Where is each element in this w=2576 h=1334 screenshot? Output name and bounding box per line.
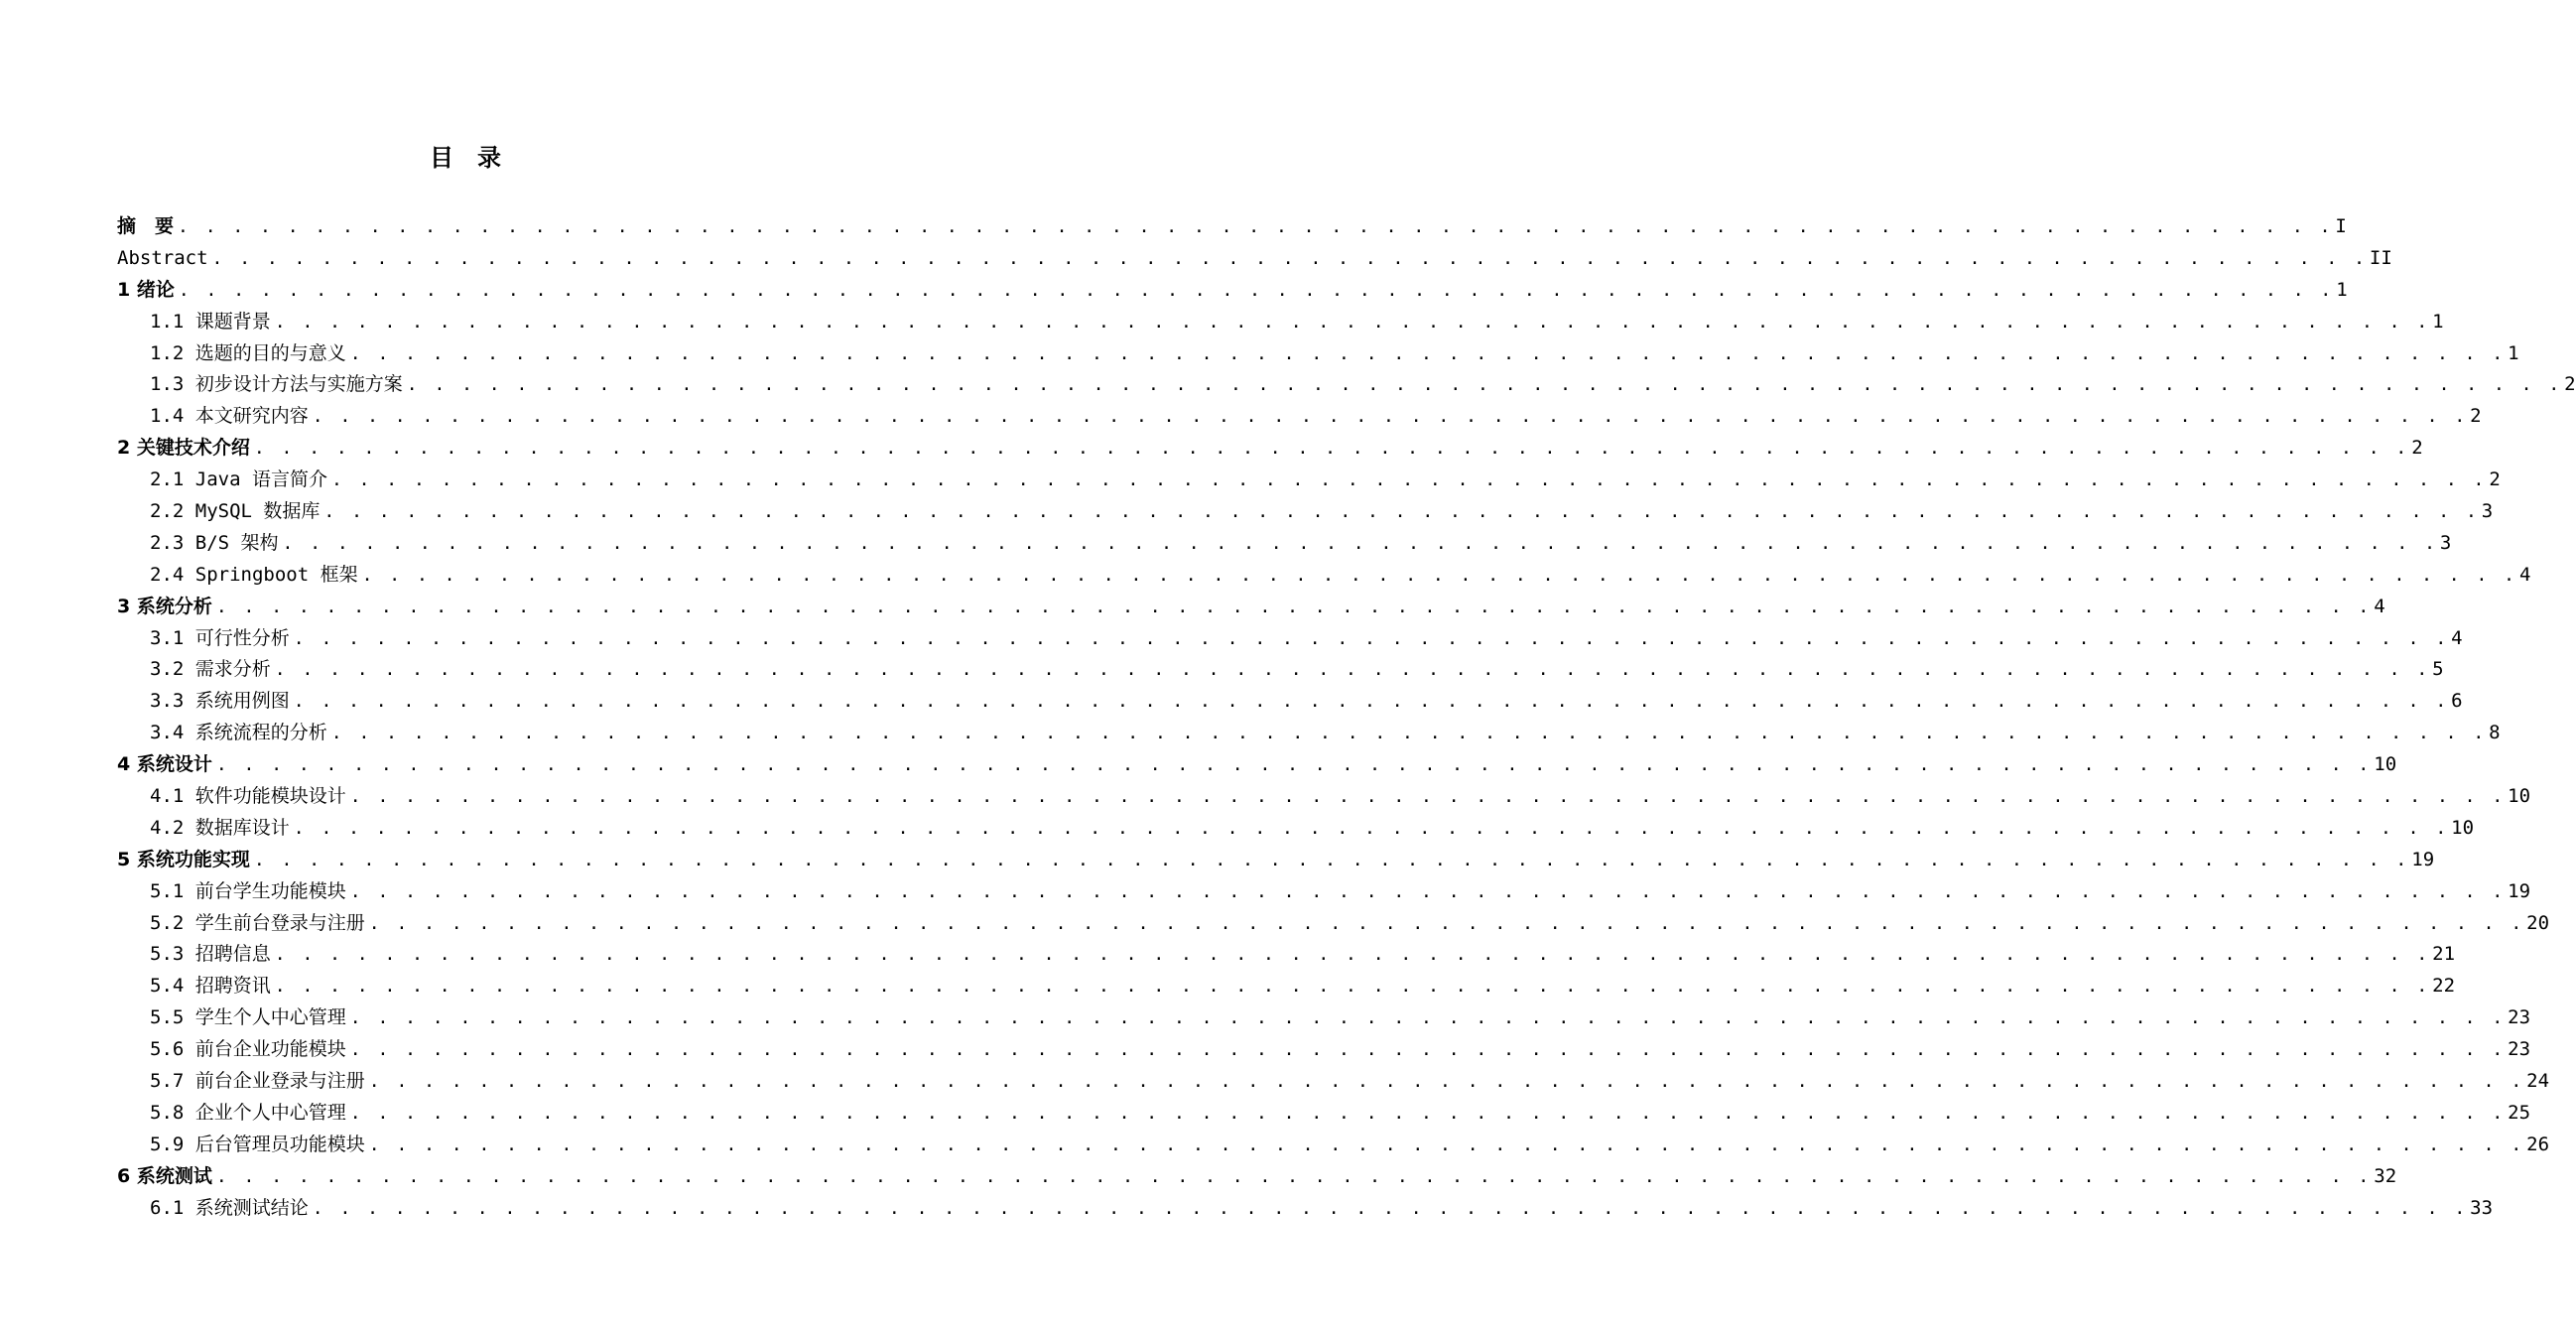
toc-dot-leader: . . . . . . . . . . . . . . . . . . . . . . . . . . . . . . . . . . . . . . . . . . . . . . . . . . . . . . . . . . . . . . . . . . . . . . . . . . . . . . . — [282, 532, 2438, 554]
toc-section-entry[interactable] — [117, 686, 2463, 718]
toc-entry-label: 5.6 前台企业功能模块 — [150, 1038, 346, 1061]
toc-dot-leader: . . . . . . . . . . . . . . . . . . . . . . . . . . . . . . . . . . . . . . . . . . . . . . . . . . . . . . . . . . . . . . . . . . . . . . . . . . . . . . . — [274, 976, 2431, 998]
toc-entry-label: 5.4 招聘资讯 — [150, 975, 271, 998]
toc-chapter-entry[interactable] — [117, 433, 2423, 465]
toc-dot-leader: . . . . . . . . . . . . . . . . . . . . . . . . . . . . . . . . . . . . . . . . . . . . . . . . . . . . . . . . . . . . . . . . . . . . . . . . . . . . . . . — [349, 1039, 2507, 1061]
toc-chapter-entry[interactable] — [117, 275, 2348, 307]
toc-dot-leader: . . . . . . . . . . . . . . . . . . . . . . . . . . . . . . . . . . . . . . . . . . . . . . . . . . . . . . . . . . . . . . . . . . . . . . . . . . . . . . . — [349, 1102, 2507, 1124]
toc-section-entry[interactable] — [117, 908, 2550, 940]
toc-page-number: 1 — [2336, 278, 2348, 301]
toc-dot-leader: . . . . . . . . . . . . . . . . . . . . . . . . . . . . . . . . . . . . . . . . . . . . . . . . . . . . . . . . . . . . . . . . . . . . . . . . . . . . . . . — [253, 849, 2410, 870]
toc-entry-label: 2.3 B/S 架构 — [150, 531, 279, 554]
toc-entry-label: 5.7 前台企业登录与注册 — [150, 1070, 365, 1093]
toc-dot-leader: . . . . . . . . . . . . . . . . . . . . . . . . . . . . . . . . . . . . . . . . . . . . . . . . . . . . . . . . . . . . . . . . . . . . . . . . . . . . . . . — [274, 659, 2431, 681]
toc-page-number: 8 — [2489, 722, 2501, 744]
toc-section-entry[interactable] — [117, 876, 2531, 908]
toc-page-number: 23 — [2508, 1006, 2531, 1029]
toc-page-number: 6 — [2451, 690, 2463, 713]
toc-page-number: I — [2335, 215, 2347, 237]
toc-dot-leader: . . . . . . . . . . . . . . . . . . . . . . . . . . . . . . . . . . . . . . . . . . . . . . . . . . . . . . . . . . . . . . . . . . . . . . . . . . . . . . . — [312, 406, 2469, 428]
toc-dot-leader: . . . . . . . . . . . . . . . . . . . . . . . . . . . . . . . . . . . . . . . . . . . . . . . . . . . . . . . . . . . . . . . . . . . . . . . . . . . . . . . — [368, 1134, 2525, 1155]
toc-entry-label: 1.1 课题背景 — [150, 310, 271, 333]
toc-dot-leader: . . . . . . . . . . . . . . . . . . . . . . . . . . . . . . . . . . . . . . . . . . . . . . . . . . . . . . . . . . . . . . . . . . . . . . . . . . . . . . . — [349, 342, 2507, 364]
toc-page-number: 19 — [2411, 848, 2435, 870]
toc-section-entry[interactable] — [117, 369, 2576, 401]
toc-entry-label: 1.3 初步设计方法与实施方案 — [150, 373, 403, 396]
toc-section-entry[interactable] — [117, 528, 2452, 560]
toc-page-number: 32 — [2374, 1164, 2397, 1187]
toc-page-number: II — [2369, 246, 2392, 269]
toc-dot-leader: . . . . . . . . . . . . . . . . . . . . . . . . . . . . . . . . . . . . . . . . . . . . . . . . . . . . . . . . . . . . . . . . . . . . . . . . . . . . . . . — [349, 1007, 2507, 1029]
toc-page-number: 19 — [2508, 879, 2531, 902]
toc-page-number: 2 — [2564, 373, 2576, 396]
toc-page-number: 26 — [2526, 1133, 2550, 1155]
toc-chapter-entry[interactable] — [117, 211, 2347, 243]
toc-page-number: 1 — [2432, 310, 2444, 333]
toc-page-number: 4 — [2519, 563, 2531, 586]
toc-dot-leader: . . . . . . . . . . . . . . . . . . . . . . . . . . . . . . . . . . . . . . . . . . . . . . . . . . . . . . . . . . . . . . . . . . . . . . . . . . . . . . . — [274, 944, 2431, 966]
toc-page-number: 2 — [2411, 437, 2423, 460]
toc-entry-label: 1 绪论 — [117, 278, 175, 301]
toc-section-entry[interactable] — [117, 465, 2501, 496]
toc-section-entry[interactable] — [117, 654, 2444, 686]
toc-title: 目录 — [430, 144, 525, 172]
toc-chapter-entry[interactable] — [117, 749, 2397, 781]
toc-entry-label: 5.5 学生个人中心管理 — [150, 1006, 346, 1029]
toc-section-entry[interactable] — [117, 401, 2482, 433]
toc-page-number: 1 — [2508, 341, 2519, 364]
toc-entry-label: 5.1 前台学生功能模块 — [150, 879, 346, 902]
toc-page-number: 25 — [2508, 1101, 2531, 1124]
toc-page-number: 4 — [2451, 626, 2463, 649]
toc-entry-label: 4.1 软件功能模块设计 — [150, 785, 346, 808]
toc-entry-label: 6.1 系统测试结论 — [150, 1196, 309, 1219]
toc-page-number: 20 — [2526, 911, 2550, 934]
toc-page-number: 10 — [2374, 753, 2397, 776]
toc-chapter-entry[interactable] — [117, 845, 2435, 876]
toc-entry-label: 2.2 MySQL 数据库 — [150, 500, 321, 523]
toc-dot-leader: . . . . . . . . . . . . . . . . . . . . . . . . . . . . . . . . . . . . . . . . . . . . . . . . . . . . . . . . . . . . . . . . . . . . . . . . . . . . . . . — [253, 438, 2410, 460]
toc-dot-leader: . . . . . . . . . . . . . . . . . . . . . . . . . . . . . . . . . . . . . . . . . . . . . . . . . . . . . . . . . . . . . . . . . . . . . . . . . . . . . . . — [330, 723, 2488, 744]
toc-section-entry[interactable] — [117, 939, 2456, 971]
toc-entry-label: 5 系统功能实现 — [117, 848, 250, 870]
toc-section-entry[interactable] — [117, 1130, 2550, 1161]
toc-entry-label: 3 系统分析 — [117, 595, 212, 617]
toc-chapter-entry[interactable] — [117, 243, 2392, 275]
toc-page-number: 3 — [2439, 531, 2452, 554]
toc-entry-label: 4.2 数据库设计 — [150, 816, 290, 839]
toc-section-entry[interactable] — [117, 496, 2494, 528]
toc-dot-leader: . . . . . . . . . . . . . . . . . . . . . . . . . . . . . . . . . . . . . . . . . . . . . . . . . . . . . . . . . . . . . . . . . . . . . . . . . . . . . . . — [211, 247, 2368, 269]
toc-dot-leader: . . . . . . . . . . . . . . . . . . . . . . . . . . . . . . . . . . . . . . . . . . . . . . . . . . . . . . . . . . . . . . . . . . . . . . . . . . . . . . . — [368, 912, 2525, 934]
toc-entry-label: 5.9 后台管理员功能模块 — [150, 1133, 365, 1155]
toc-entry-label: 5.8 企业个人中心管理 — [150, 1101, 346, 1124]
toc-entry-label: 3.3 系统用例图 — [150, 690, 290, 713]
toc-entry-label: 5.3 招聘信息 — [150, 943, 271, 966]
toc-dot-leader: . . . . . . . . . . . . . . . . . . . . . . . . . . . . . . . . . . . . . . . . . . . . . . . . . . . . . . . . . . . . . . . . . . . . . . . . . . . . . . . — [406, 374, 2563, 396]
toc-section-entry[interactable] — [117, 307, 2444, 338]
toc-section-entry[interactable] — [117, 338, 2519, 370]
toc-dot-leader: . . . . . . . . . . . . . . . . . . . . . . . . . . . . . . . . . . . . . . . . . . . . . . . . . . . . . . . . . . . . . . . . . . . . . . . . . . . . . . . — [349, 786, 2507, 808]
toc-dot-leader: . . . . . . . . . . . . . . . . . . . . . . . . . . . . . . . . . . . . . . . . . . . . . . . . . . . . . . . . . . . . . . . . . . . . . . . . . . . . . . . — [215, 1165, 2373, 1187]
toc-dot-leader: . . . . . . . . . . . . . . . . . . . . . . . . . . . . . . . . . . . . . . . . . . . . . . . . . . . . . . . . . . . . . . . . . . . . . . . . . . . . . . . — [293, 817, 2450, 839]
toc-section-entry[interactable] — [117, 1034, 2531, 1066]
toc-entry-label: 2.1 Java 语言简介 — [150, 468, 327, 491]
toc-dot-leader: . . . . . . . . . . . . . . . . . . . . . . . . . . . . . . . . . . . . . . . . . . . . . . . . . . . . . . . . . . . . . . . . . . . . . . . . . . . . . . . — [312, 1197, 2469, 1219]
toc-dot-leader: . . . . . . . . . . . . . . . . . . . . . . . . . . . . . . . . . . . . . . . . . . . . . . . . . . . . . . . . . . . . . . . . . . . . . . . . . . . . . . . — [178, 279, 2335, 301]
toc-section-entry[interactable] — [117, 623, 2463, 655]
toc-chapter-entry[interactable] — [117, 592, 2385, 623]
toc-page-number: 2 — [2470, 405, 2482, 428]
toc-dot-leader: . . . . . . . . . . . . . . . . . . . . . . . . . . . . . . . . . . . . . . . . . . . . . . . . . . . . . . . . . . . . . . . . . . . . . . . . . . . . . . . — [368, 1071, 2525, 1093]
toc-entry-label: 4 系统设计 — [117, 753, 212, 776]
toc-entry-label: 6 系统测试 — [117, 1164, 212, 1187]
toc-section-entry[interactable] — [117, 1193, 2494, 1225]
toc-section-entry[interactable] — [117, 1098, 2531, 1130]
toc-list — [117, 211, 2576, 1225]
toc-entry-label: 摘 要 — [117, 215, 175, 237]
toc-dot-leader: . . . . . . . . . . . . . . . . . . . . . . . . . . . . . . . . . . . . . . . . . . . . . . . . . . . . . . . . . . . . . . . . . . . . . . . . . . . . . . . — [349, 880, 2507, 902]
toc-chapter-entry[interactable] — [117, 1161, 2397, 1193]
toc-entry-label: 3.2 需求分析 — [150, 658, 271, 681]
toc-entry-label: 1.2 选题的目的与意义 — [150, 341, 346, 364]
toc-entry-label: 3.4 系统流程的分析 — [150, 722, 327, 744]
toc-section-entry[interactable] — [117, 781, 2531, 813]
toc-page-number: 23 — [2508, 1038, 2531, 1061]
toc-entry-label: 1.4 本文研究内容 — [150, 405, 309, 428]
toc-section-entry[interactable] — [117, 971, 2456, 1002]
toc-entry-label: 3.1 可行性分析 — [150, 626, 290, 649]
toc-entry-label: 2.4 Springboot 框架 — [150, 563, 358, 586]
toc-page-number: 4 — [2374, 595, 2385, 617]
toc-dot-leader: . . . . . . . . . . . . . . . . . . . . . . . . . . . . . . . . . . . . . . . . . . . . . . . . . . . . . . . . . . . . . . . . . . . . . . . . . . . . . . . — [293, 627, 2450, 649]
toc-section-entry[interactable] — [117, 813, 2475, 845]
toc-dot-leader: . . . . . . . . . . . . . . . . . . . . . . . . . . . . . . . . . . . . . . . . . . . . . . . . . . . . . . . . . . . . . . . . . . . . . . . . . . . . . . . — [274, 311, 2431, 333]
toc-dot-leader: . . . . . . . . . . . . . . . . . . . . . . . . . . . . . . . . . . . . . . . . . . . . . . . . . . . . . . . . . . . . . . . . . . . . . . . . . . . . . . . — [215, 596, 2373, 617]
toc-dot-leader: . . . . . . . . . . . . . . . . . . . . . . . . . . . . . . . . . . . . . . . . . . . . . . . . . . . . . . . . . . . . . . . . . . . . . . . . . . . . . . . — [293, 691, 2450, 713]
toc-dot-leader: . . . . . . . . . . . . . . . . . . . . . . . . . . . . . . . . . . . . . . . . . . . . . . . . . . . . . . . . . . . . . . . . . . . . . . . . . . . . . . . — [178, 216, 2334, 237]
toc-dot-leader: . . . . . . . . . . . . . . . . . . . . . . . . . . . . . . . . . . . . . . . . . . . . . . . . . . . . . . . . . . . . . . . . . . . . . . . . . . . . . . . — [330, 469, 2488, 491]
toc-page-number: 21 — [2432, 943, 2456, 966]
toc-section-entry[interactable] — [117, 1002, 2531, 1034]
toc-page-number: 22 — [2432, 975, 2456, 998]
toc-page-number: 3 — [2481, 500, 2494, 523]
toc-page-number: 10 — [2451, 816, 2475, 839]
toc-page-number: 10 — [2508, 785, 2531, 808]
toc-dot-leader: . . . . . . . . . . . . . . . . . . . . . . . . . . . . . . . . . . . . . . . . . . . . . . . . . . . . . . . . . . . . . . . . . . . . . . . . . . . . . . . — [361, 564, 2517, 586]
toc-entry-label: 5.2 学生前台登录与注册 — [150, 911, 365, 934]
toc-page-number: 33 — [2470, 1196, 2494, 1219]
toc-page-number: 2 — [2489, 468, 2501, 491]
toc-entry-label: 2 关键技术介绍 — [117, 437, 250, 460]
toc-page-number: 24 — [2526, 1070, 2550, 1093]
toc-page-number: 5 — [2432, 658, 2444, 681]
toc-dot-leader: . . . . . . . . . . . . . . . . . . . . . . . . . . . . . . . . . . . . . . . . . . . . . . . . . . . . . . . . . . . . . . . . . . . . . . . . . . . . . . . — [323, 501, 2480, 523]
toc-section-entry[interactable] — [117, 718, 2501, 749]
toc-dot-leader: . . . . . . . . . . . . . . . . . . . . . . . . . . . . . . . . . . . . . . . . . . . . . . . . . . . . . . . . . . . . . . . . . . . . . . . . . . . . . . . — [215, 754, 2373, 776]
toc-section-entry[interactable] — [117, 1066, 2550, 1098]
toc-section-entry[interactable] — [117, 560, 2531, 592]
toc-entry-label: Abstract — [117, 246, 208, 269]
